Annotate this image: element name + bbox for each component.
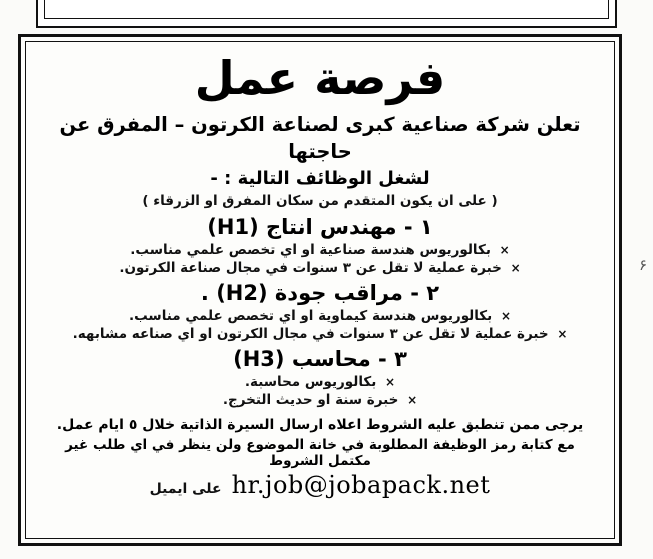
- bullet-icon: ×: [407, 393, 418, 408]
- job-2-requirement-2: [42, 326, 598, 342]
- job-3-requirement-2-text: خبرة سنة او حديث التخرج.: [222, 392, 399, 409]
- contact-email-row: [42, 471, 598, 499]
- job-3-requirement-1: [42, 374, 598, 390]
- job-advertisement-content: [25, 41, 615, 539]
- adjacent-ad-frame-inner: [44, 0, 609, 19]
- job-title-1: ١ - مهندس انتاج (H1): [207, 215, 433, 240]
- job-1-requirement-1: [42, 242, 598, 258]
- email-address[interactable]: hr.job@jobapack.net: [231, 471, 491, 500]
- job-2-requirement-1: [42, 308, 598, 324]
- bullet-icon: ×: [510, 261, 521, 276]
- job-title-2: ٢ - مراقب جودة (H2) .: [200, 281, 440, 306]
- ad-closing-line-1: يرجى ممن تنطبق عليه الشروط اعلاه ارسال السيرة الذاتية خلال ٥ ايام عمل.: [56, 417, 584, 434]
- bullet-icon: ×: [557, 327, 568, 342]
- bullet-icon: ×: [500, 309, 511, 324]
- job-2-requirement-2-text: خبرة عملية لا تقل عن ٣ سنوات في مجال الكرتون او اي صناعه مشابهه.: [72, 326, 549, 343]
- ad-closing-line-2: مع كتابة رمز الوظيفة المطلوبة في خانة الموضوع ولن ينظر في اي طلب غير مكتمل الشروط: [65, 437, 575, 470]
- adjacent-ad-frame: [36, 0, 617, 28]
- job-1-requirement-1-text: بكالوريوس هندسة صناعية او اي تخصص علمي مناسب.: [130, 242, 491, 259]
- ad-eligibility-note: ( على ان يكون المتقدم من سكان المفرق او الزرقاء ): [142, 193, 498, 210]
- job-1-requirement-2-text: خبرة عملية لا تقل عن ٣ سنوات في مجال صناعة الكرتون.: [119, 260, 502, 277]
- ad-lead-line-2: لشغل الوظائف التالية : -: [210, 167, 430, 189]
- job-2-requirement-1-text: بكالوريوس هندسة كيماوية او اي تخصص علمي مناسب.: [129, 308, 493, 325]
- job-3-requirement-1-text: بكالوريوس محاسبة.: [244, 374, 377, 391]
- bullet-icon: ×: [385, 375, 396, 390]
- ad-lead-line-1: تعلن شركة صناعية كبرى لصناعة الكرتون – المفرق عن حاجتها: [59, 113, 581, 163]
- job-advertisement: [18, 34, 622, 546]
- job-title-3: ٣ - محاسب (H3): [233, 347, 407, 372]
- bullet-icon: ×: [499, 243, 510, 258]
- email-label: على ايميل: [149, 481, 222, 498]
- page-edge-marker: ۶: [638, 256, 648, 274]
- job-3-requirement-2: [42, 392, 598, 408]
- job-1-requirement-2: [42, 260, 598, 276]
- ad-headline: فرصة عمل: [194, 51, 446, 105]
